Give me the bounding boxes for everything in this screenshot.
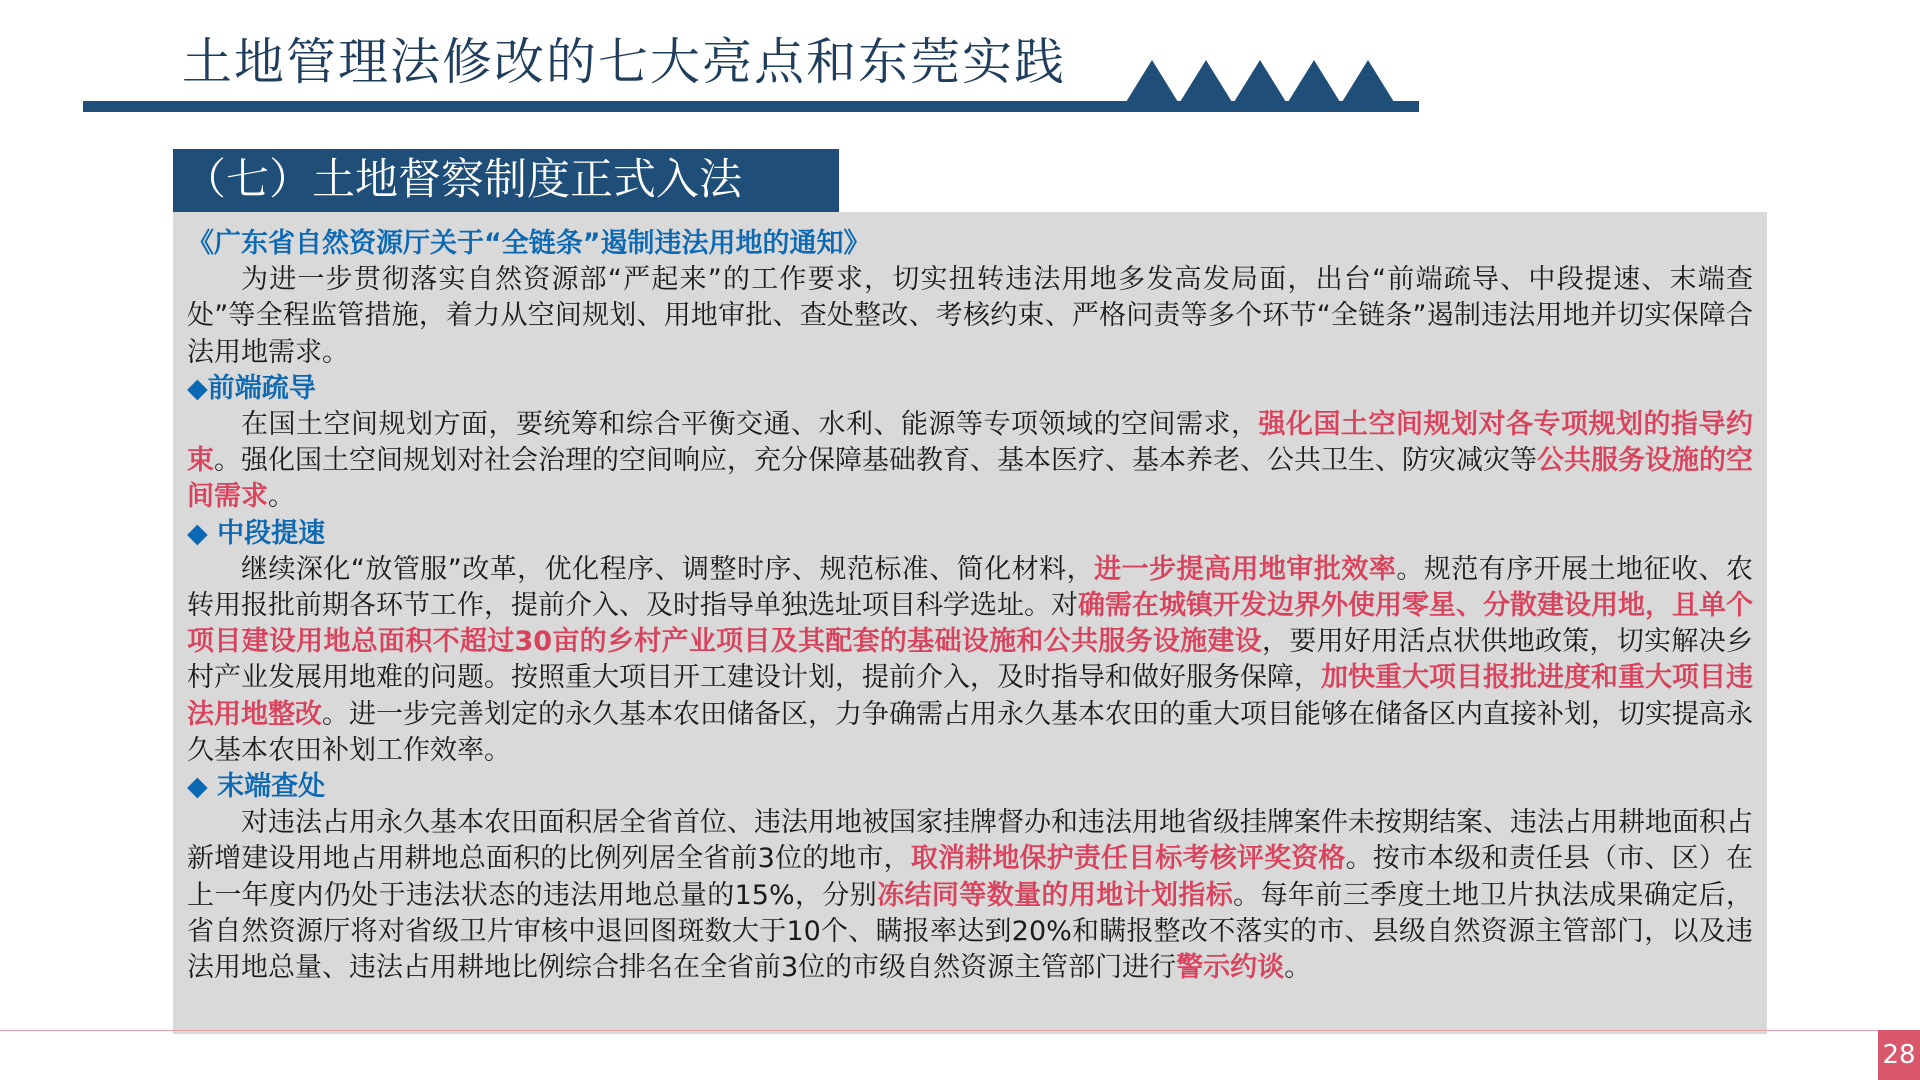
front-guidance-paragraph [187,407,1753,516]
text-span: 在国土空间规划方面，要统筹和综合平衡交通、水利、能源等专项领域的空间需求， [241,409,1259,441]
middle-speedup-paragraph [187,552,1753,769]
text-span: 。进一步完善划定的永久基本农田储备区，力争确需占用永久基本农田的重大项目能够在储备区内直接补划，切实提高永久基本农田补划工作效率。 [187,698,1753,766]
text-span: 。强化国土空间规划对社会治理的空间响应，充分保障基础教育、基本医疗、基本养老、公共卫生、防灾减灾等 [214,445,1537,477]
highlight-span: 确需在城镇开发边界外使用零星、分散建设用地，且单个项目建设用地总面积不超过30亩的乡村产业项目及其配套的基础设施和公共服务设施建设 [187,590,1753,658]
highlight-span: 取消耕地保护责任目标考核评奖资格 [910,843,1346,875]
text-span: 。规范有序开展土地征收、农转用报批前期各环节工作，提前介入、及时指导单独选址项目科学选址。对 [187,553,1754,622]
highlight-span: 强化国土空间规划对各专项规划的指导约束 [187,409,1753,477]
text-span: 。每年前三季度土地卫片执法成果确定后，省自然资源厅将对省级卫片审核中退回图斑数大于10个、瞒报率达到20%和瞒报整改不落实的市、县级自然资源主管部门，以及违法用地总量、违法占用耕地比例综合排名在全省前3位的市级自然资源主管部门进行 [187,879,1754,984]
highlight-span: 冻结同等数量的用地计划指标 [877,879,1234,911]
text-span: 对违法占用永久基本农田面积居全省首位、违法用地被国家挂牌督办和违法用地省级挂牌案件未按期结案、违法占用耕地面积占新增建设用地占用耕地总面积的比例列居全省前3位的地市， [187,807,1753,875]
text-span: 。 [1284,952,1312,984]
highlight-span: 警示约谈 [1176,952,1285,984]
intro-paragraph: 为进一步贯彻落实自然资源部“严起来”的工作要求，切实扭转违法用地多发高发局面，出台“前端疏导、中段提速、末端查处”等全程监管措施，着力从空间规划、用地审批、查处整改、考核约束、严格问责等多个环节“全链条”遏制违法用地并切实保障合法用地需求。 [187,264,1753,368]
text-span: 。按市本级和责任县（市、区）在上一年度内仍处于违法状态的违法用地总量的15%，分别 [187,843,1754,911]
slide-title: 土地管理法修改的七大亮点和东莞实践 [182,33,1066,91]
heading-middle-speedup: ◆ 中段提速 [187,517,326,549]
content-panel [173,212,1767,1034]
section-title-banner: （七）土地督察制度正式入法 [173,149,839,212]
end-enforcement-paragraph [187,805,1753,986]
text-span: 。 [268,481,295,513]
highlight-span: 公共服务设施的空间需求 [187,445,1753,513]
text-span: 继续深化“放管服”改革，优化程序、调整时序、规范标准、简化材料， [241,553,1095,585]
footer-divider [0,1030,1878,1031]
page-number: 28 [1878,1030,1920,1080]
heading-front-guidance: ◆前端疏导 [187,372,316,404]
heading-end-enforcement: ◆ 末端查处 [187,771,326,803]
title-underline-bar [83,101,1419,112]
text-span: ，要用好用活点状供地政策，切实解决乡村产业发展用地难的问题。按照重大项目开工建设计划，提前介入，及时指导和做好服务保障， [187,626,1754,694]
notice-title: 《广东省自然资源厅关于“全链条”遏制违法用地的通知》 [187,228,871,259]
highlight-span: 进一步提高用地审批效率 [1094,553,1397,585]
highlight-span: 加快重大项目报批进度和重大项目违法用地整改 [187,662,1753,730]
mountain-triangles-decoration [1126,60,1394,102]
